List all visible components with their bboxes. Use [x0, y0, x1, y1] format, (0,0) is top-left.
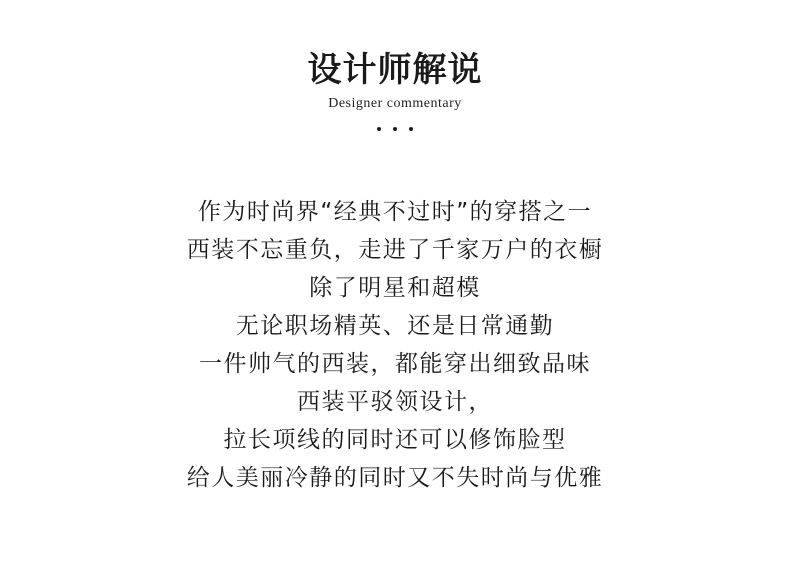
commentary-line: 作为时尚界“经典不过时”的穿搭之一 [197, 199, 593, 225]
dot-icon [377, 127, 381, 131]
commentary-line: 西装不忘重负，走进了千家万户的衣橱 [186, 237, 604, 263]
commentary-line: 一件帅气的西装，都能穿出细致品味 [199, 351, 591, 377]
commentary-line: 给人美丽冷静的同时又不失时尚与优雅 [186, 465, 604, 491]
commentary-line: 无论职场精英、还是日常通勤 [235, 313, 555, 339]
commentary-text [0, 193, 790, 497]
dot-icon [409, 127, 413, 131]
commentary-line: 除了明星和超模 [309, 275, 481, 301]
page-subtitle: Designer commentary [328, 96, 462, 111]
commentary-line: 西装平驳领设计， [297, 389, 493, 415]
dot-icon [393, 127, 397, 131]
page-title: 设计师解说 [307, 50, 483, 90]
dot-divider [0, 127, 790, 131]
commentary-line: 拉长项线的同时还可以修饰脸型 [223, 427, 567, 453]
